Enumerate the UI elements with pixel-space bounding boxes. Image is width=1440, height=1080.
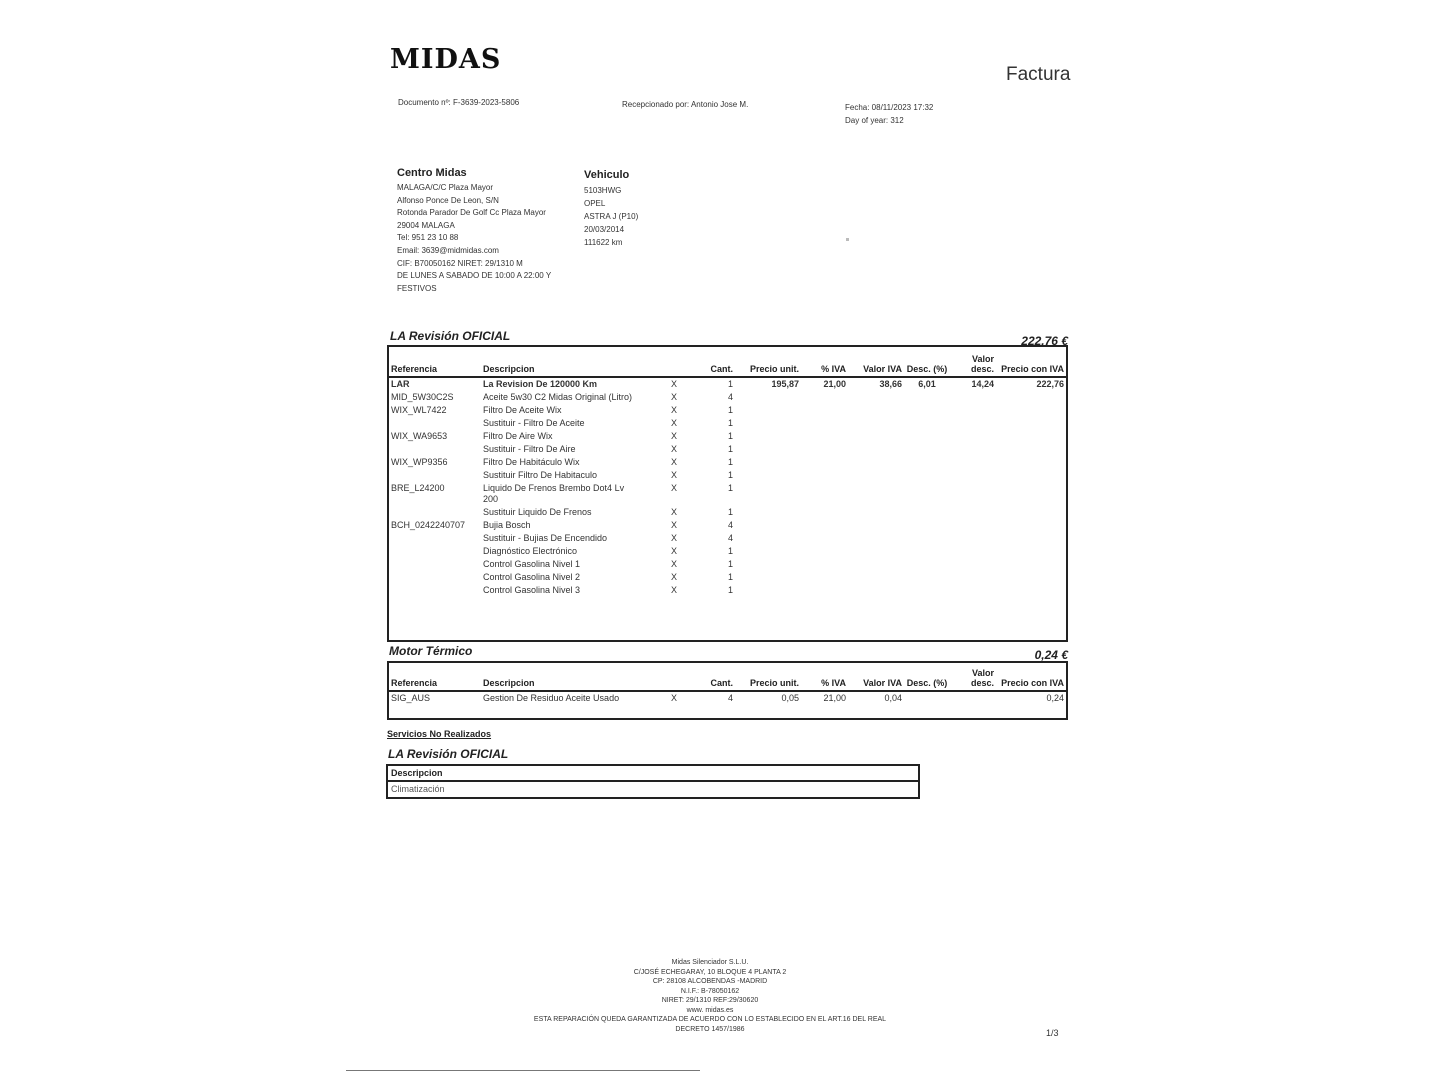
row-price-with-vat bbox=[996, 443, 1066, 456]
row-quantity: 1 bbox=[727, 457, 733, 467]
row-vat-value bbox=[848, 443, 904, 456]
row-quantity: 1 bbox=[727, 507, 733, 517]
row-discount-pct bbox=[904, 532, 950, 545]
table-row bbox=[389, 404, 1066, 417]
row-unit-price bbox=[735, 519, 801, 532]
document-number: Documento nº: F-3639-2023-5806 bbox=[398, 98, 520, 107]
table-row bbox=[389, 456, 1066, 469]
row-discount-value bbox=[950, 571, 996, 584]
row-discount-pct bbox=[904, 482, 950, 506]
services-subtitle: LA Revisión OFICIAL bbox=[388, 747, 509, 761]
table-row bbox=[389, 691, 1066, 705]
row-marker: X bbox=[670, 392, 677, 402]
row-quantity: 4 bbox=[727, 392, 733, 402]
center-block bbox=[397, 167, 587, 295]
row-price-with-vat bbox=[996, 469, 1066, 482]
table-row bbox=[389, 584, 1066, 597]
row-discount-pct bbox=[904, 417, 950, 430]
row-discount-value bbox=[950, 404, 996, 417]
row-vat-pct bbox=[801, 404, 848, 417]
row-unit-price bbox=[735, 545, 801, 558]
center-line: Rotonda Parador De Golf Cc Plaza Mayor bbox=[397, 208, 546, 218]
row-vat-value bbox=[848, 482, 904, 506]
row-price-with-vat bbox=[996, 519, 1066, 532]
footer-line: CP: 28108 ALCOBENDAS -MADRID bbox=[652, 978, 768, 985]
footer bbox=[480, 958, 940, 1034]
row-marker: X bbox=[670, 693, 677, 703]
row-marker: X bbox=[670, 546, 677, 556]
row-discount-pct bbox=[904, 691, 950, 705]
row-discount-pct bbox=[904, 391, 950, 404]
row-marker: X bbox=[670, 444, 677, 454]
row-marker: X bbox=[670, 572, 677, 582]
row-quantity: 1 bbox=[727, 470, 733, 480]
section1-total: 222,76 € bbox=[1021, 334, 1068, 348]
col-valor-desc: Valor desc. bbox=[970, 354, 994, 374]
services-head: Descripcion bbox=[388, 766, 918, 782]
vehicle-line: OPEL bbox=[584, 199, 606, 208]
center-line: MALAGA/C/C Plaza Mayor bbox=[397, 183, 494, 192]
row-vat-pct bbox=[801, 456, 848, 469]
table-row bbox=[389, 506, 1066, 519]
row-discount-pct bbox=[904, 443, 950, 456]
col-pct-iva: % IVA bbox=[821, 364, 846, 374]
row-vat-pct bbox=[801, 430, 848, 443]
row-marker: X bbox=[670, 418, 677, 428]
row-vat-value: 38,66 bbox=[879, 379, 902, 389]
row-vat-value bbox=[848, 532, 904, 545]
table-row bbox=[389, 469, 1066, 482]
row-unit-price bbox=[735, 482, 801, 506]
row-price-with-vat: 222,76 bbox=[1036, 379, 1064, 389]
row-unit-price bbox=[735, 443, 801, 456]
vehicle-details bbox=[584, 184, 704, 249]
row-price-with-vat bbox=[996, 532, 1066, 545]
row-price-with-vat bbox=[996, 558, 1066, 571]
row-vat-value bbox=[848, 430, 904, 443]
page-edge-line bbox=[346, 1070, 700, 1071]
row-discount-value bbox=[950, 691, 996, 705]
row-unit-price bbox=[735, 469, 801, 482]
row-discount-pct bbox=[904, 545, 950, 558]
row-price-with-vat: 0,24 bbox=[1046, 693, 1064, 703]
row-vat-value bbox=[848, 519, 904, 532]
row-discount-pct bbox=[904, 404, 950, 417]
row-vat-pct bbox=[801, 443, 848, 456]
vehicle-line: 20/03/2014 bbox=[584, 225, 625, 234]
footer-line: DECRETO 1457/1986 bbox=[675, 1025, 745, 1033]
row-discount-value bbox=[950, 482, 996, 506]
table-row bbox=[389, 532, 1066, 545]
vehicle-title: Vehiculo bbox=[584, 169, 630, 181]
row-description: Sustituir - Filtro De Aire bbox=[483, 444, 576, 454]
row-quantity: 1 bbox=[727, 546, 733, 556]
row-price-with-vat bbox=[996, 456, 1066, 469]
row-vat-value bbox=[848, 558, 904, 571]
footer-line: ESTA REPARACIÓN QUEDA GARANTIZADA DE ACUERDO CON LO ESTABLECIDO EN EL ART.16 DEL REAL bbox=[533, 1016, 887, 1023]
row-unit-price: 0,05 bbox=[781, 693, 799, 703]
center-line: FESTIVOS bbox=[397, 283, 437, 293]
row-discount-value bbox=[950, 584, 996, 597]
row-vat-pct bbox=[801, 391, 848, 404]
row-reference: BCH_0242240707 bbox=[391, 520, 466, 530]
table-row bbox=[389, 377, 1066, 391]
row-marker: X bbox=[670, 470, 677, 480]
vehicle-block bbox=[584, 169, 704, 249]
row-marker: X bbox=[670, 559, 677, 569]
center-title: Centro Midas bbox=[397, 167, 467, 179]
row-description: Control Gasolina Nivel 1 bbox=[483, 559, 581, 569]
row-description: Filtro De Aire Wix bbox=[483, 431, 553, 441]
row-description: Gestion De Residuo Aceite Usado bbox=[483, 693, 620, 703]
col-precio-con-iva: Precio con IVA bbox=[1001, 364, 1064, 374]
row-description: Filtro De Aceite Wix bbox=[483, 405, 562, 415]
row-price-with-vat bbox=[996, 571, 1066, 584]
row-unit-price bbox=[735, 391, 801, 404]
row-vat-pct bbox=[801, 545, 848, 558]
row-vat-pct bbox=[801, 417, 848, 430]
row-quantity: 1 bbox=[727, 379, 733, 389]
row-unit-price bbox=[735, 558, 801, 571]
row-quantity: 1 bbox=[727, 559, 733, 569]
row-quantity: 1 bbox=[727, 431, 733, 441]
row-vat-pct bbox=[801, 532, 848, 545]
row-discount-value: 14,24 bbox=[971, 379, 994, 389]
services-table bbox=[386, 764, 920, 799]
row-vat-pct bbox=[801, 469, 848, 482]
table-row bbox=[389, 545, 1066, 558]
row-reference: MID_5W30C2S bbox=[391, 392, 454, 402]
footer-line: Midas Silenciador S.L.U. bbox=[671, 959, 749, 966]
row-price-with-vat bbox=[996, 391, 1066, 404]
table-row bbox=[389, 391, 1066, 404]
center-line: Tel: 951 23 10 88 bbox=[397, 233, 459, 243]
services-row: Climatización bbox=[391, 784, 445, 794]
row-vat-value: 0,04 bbox=[884, 693, 902, 703]
row-quantity: 1 bbox=[727, 483, 733, 493]
center-line: DE LUNES A SABADO DE 10:00 A 22:00 Y bbox=[397, 271, 552, 281]
row-discount-pct: 6,01 bbox=[918, 379, 936, 389]
row-quantity: 1 bbox=[727, 418, 733, 428]
document-title: Factura bbox=[1006, 64, 1071, 85]
row-price-with-vat bbox=[996, 584, 1066, 597]
row-vat-value bbox=[848, 469, 904, 482]
section1-table bbox=[389, 347, 1066, 597]
row-description: Sustituir - Bujias De Encendido bbox=[483, 533, 608, 543]
center-line: CIF: B70050162 NIRET: 29/1310 M bbox=[397, 258, 523, 268]
col-referencia: Referencia bbox=[391, 678, 438, 688]
row-vat-pct bbox=[801, 482, 848, 506]
row-marker: X bbox=[670, 507, 677, 517]
row-marker: X bbox=[670, 483, 677, 493]
row-vat-value bbox=[848, 584, 904, 597]
col-cant: Cant. bbox=[710, 364, 733, 374]
col-descripcion: Descripcion bbox=[483, 678, 535, 688]
col-valor-desc: Valor desc. bbox=[970, 668, 994, 688]
received-by: Recepcionado por: Antonio Jose M. bbox=[622, 100, 749, 109]
row-marker: X bbox=[670, 585, 677, 595]
table-row bbox=[389, 443, 1066, 456]
row-discount-pct bbox=[904, 558, 950, 571]
col-x bbox=[641, 347, 707, 377]
row-reference bbox=[389, 469, 481, 482]
section2-title: Motor Térmico bbox=[389, 644, 473, 658]
row-reference: SIG_AUS bbox=[391, 693, 431, 703]
row-vat-pct bbox=[801, 506, 848, 519]
row-reference: LAR bbox=[391, 379, 410, 389]
invoice-date: Fecha: 08/11/2023 17:32 bbox=[845, 103, 934, 112]
center-line: 29004 MALAGA bbox=[397, 220, 455, 230]
row-vat-value bbox=[848, 571, 904, 584]
row-marker: X bbox=[670, 405, 677, 415]
row-reference bbox=[389, 571, 481, 584]
row-quantity: 1 bbox=[727, 444, 733, 454]
row-description: Sustituir - Filtro De Aceite bbox=[483, 418, 585, 428]
row-reference bbox=[389, 558, 481, 571]
row-description: Sustituir Liquido De Frenos bbox=[483, 507, 592, 517]
row-description: La Revision De 120000 Km bbox=[483, 379, 598, 389]
row-description: Control Gasolina Nivel 2 bbox=[483, 572, 581, 582]
row-reference bbox=[389, 443, 481, 456]
row-discount-pct bbox=[904, 584, 950, 597]
row-vat-pct: 21,00 bbox=[823, 693, 846, 703]
page-number: 1/3 bbox=[1046, 1028, 1059, 1038]
footer-line: C/JOSÉ ECHEGARAY, 10 BLOQUE 4 PLANTA 2 bbox=[633, 968, 787, 976]
row-marker: X bbox=[670, 520, 677, 530]
col-precio-unit: Precio unit. bbox=[749, 364, 799, 374]
row-price-with-vat bbox=[996, 417, 1066, 430]
center-line: Alfonso Ponce De Leon, S/N bbox=[397, 195, 499, 205]
row-vat-value bbox=[848, 417, 904, 430]
center-line: Email: 3639@midmidas.com bbox=[397, 245, 499, 255]
col-desc-pct: Desc. (%) bbox=[906, 364, 948, 374]
center-address bbox=[397, 182, 587, 295]
row-description: Diagnóstico Electrónico bbox=[483, 546, 578, 556]
row-price-with-vat bbox=[996, 430, 1066, 443]
vehicle-line: 5103HWG bbox=[584, 186, 622, 195]
row-vat-pct bbox=[801, 558, 848, 571]
vehicle-line: ASTRA J (P10) bbox=[584, 212, 639, 221]
row-price-with-vat bbox=[996, 506, 1066, 519]
section1-table-box bbox=[387, 345, 1068, 642]
col-desc-pct: Desc. (%) bbox=[906, 678, 948, 688]
row-discount-pct bbox=[904, 506, 950, 519]
section1-title: LA Revisión OFICIAL bbox=[390, 329, 511, 343]
row-discount-value bbox=[950, 506, 996, 519]
row-vat-value bbox=[848, 506, 904, 519]
col-valor-iva: Valor IVA bbox=[863, 364, 902, 374]
row-discount-value bbox=[950, 391, 996, 404]
row-discount-value bbox=[950, 558, 996, 571]
row-quantity: 1 bbox=[727, 405, 733, 415]
row-discount-value bbox=[950, 430, 996, 443]
footer-line: NIRET: 29/1310 REF:29/30620 bbox=[661, 997, 759, 1004]
row-vat-value bbox=[848, 456, 904, 469]
col-descripcion: Descripcion bbox=[483, 364, 535, 374]
row-description: Sustituir Filtro De Habitaculo bbox=[483, 470, 598, 480]
row-discount-value bbox=[950, 443, 996, 456]
row-vat-pct bbox=[801, 584, 848, 597]
col-referencia: Referencia bbox=[391, 364, 438, 374]
row-vat-value bbox=[848, 545, 904, 558]
table-row bbox=[389, 558, 1066, 571]
row-description: Liquido De Frenos Brembo Dot4 Lv 200 bbox=[483, 483, 625, 504]
row-quantity: 4 bbox=[727, 533, 733, 543]
row-discount-value bbox=[950, 417, 996, 430]
row-reference: WIX_WA9653 bbox=[391, 431, 448, 441]
row-reference bbox=[389, 506, 481, 519]
row-reference bbox=[389, 584, 481, 597]
row-marker: X bbox=[670, 533, 677, 543]
col-cant: Cant. bbox=[710, 678, 733, 688]
services-title: Servicios No Realizados bbox=[387, 729, 492, 739]
row-vat-pct bbox=[801, 571, 848, 584]
table-row bbox=[389, 430, 1066, 443]
row-quantity: 1 bbox=[727, 572, 733, 582]
row-reference bbox=[389, 532, 481, 545]
row-unit-price bbox=[735, 584, 801, 597]
row-vat-value bbox=[848, 404, 904, 417]
col-precio-unit: Precio unit. bbox=[749, 678, 799, 688]
section2-total: 0,24 € bbox=[1034, 648, 1068, 662]
col-precio-con-iva: Precio con IVA bbox=[1001, 678, 1064, 688]
row-unit-price bbox=[735, 532, 801, 545]
row-reference bbox=[389, 545, 481, 558]
row-discount-pct bbox=[904, 430, 950, 443]
row-description: Filtro De Habitáculo Wix bbox=[483, 457, 580, 467]
row-unit-price bbox=[735, 506, 801, 519]
row-unit-price: 195,87 bbox=[771, 379, 799, 389]
row-description: Aceite 5w30 C2 Midas Original (Litro) bbox=[483, 392, 633, 402]
row-reference bbox=[389, 417, 481, 430]
row-discount-pct bbox=[904, 469, 950, 482]
row-discount-pct bbox=[904, 456, 950, 469]
midas-logo: MIDAS bbox=[390, 44, 502, 75]
footer-line: www. midas.es bbox=[686, 1006, 734, 1014]
row-unit-price bbox=[735, 404, 801, 417]
footer-line: N.I.F.: B-78050162 bbox=[680, 987, 740, 995]
table-row bbox=[389, 482, 1066, 506]
row-reference: WIX_WL7422 bbox=[391, 405, 447, 415]
row-vat-pct: 21,00 bbox=[823, 379, 846, 389]
row-marker: X bbox=[670, 379, 677, 389]
col-valor-iva: Valor IVA bbox=[863, 678, 902, 688]
row-discount-value bbox=[950, 456, 996, 469]
row-description: Control Gasolina Nivel 3 bbox=[483, 585, 581, 595]
row-discount-value bbox=[950, 519, 996, 532]
row-marker: X bbox=[670, 457, 677, 467]
row-unit-price bbox=[735, 571, 801, 584]
row-discount-pct bbox=[904, 519, 950, 532]
row-description: Bujia Bosch bbox=[483, 520, 531, 530]
row-discount-value bbox=[950, 532, 996, 545]
row-quantity: 4 bbox=[727, 520, 733, 530]
section2-table-box bbox=[387, 661, 1068, 720]
row-unit-price bbox=[735, 456, 801, 469]
row-reference: WIX_WP9356 bbox=[391, 457, 448, 467]
row-discount-pct bbox=[904, 571, 950, 584]
row-quantity: 1 bbox=[727, 585, 733, 595]
scan-speck bbox=[846, 238, 849, 241]
row-vat-value bbox=[848, 391, 904, 404]
table-row bbox=[389, 519, 1066, 532]
col-pct-iva: % IVA bbox=[821, 678, 846, 688]
row-unit-price bbox=[735, 417, 801, 430]
section2-table bbox=[389, 663, 1066, 705]
row-vat-pct bbox=[801, 519, 848, 532]
table-row bbox=[389, 417, 1066, 430]
row-price-with-vat bbox=[996, 545, 1066, 558]
row-price-with-vat bbox=[996, 482, 1066, 506]
row-discount-value bbox=[950, 545, 996, 558]
col-x bbox=[641, 663, 707, 691]
row-discount-value bbox=[950, 469, 996, 482]
row-price-with-vat bbox=[996, 404, 1066, 417]
row-reference: BRE_L24200 bbox=[391, 483, 445, 493]
row-quantity: 4 bbox=[727, 693, 733, 703]
table-row bbox=[389, 571, 1066, 584]
vehicle-line: 111622 km bbox=[584, 238, 623, 247]
row-marker: X bbox=[670, 431, 677, 441]
row-unit-price bbox=[735, 430, 801, 443]
day-of-year: Day of year: 312 bbox=[845, 116, 904, 125]
